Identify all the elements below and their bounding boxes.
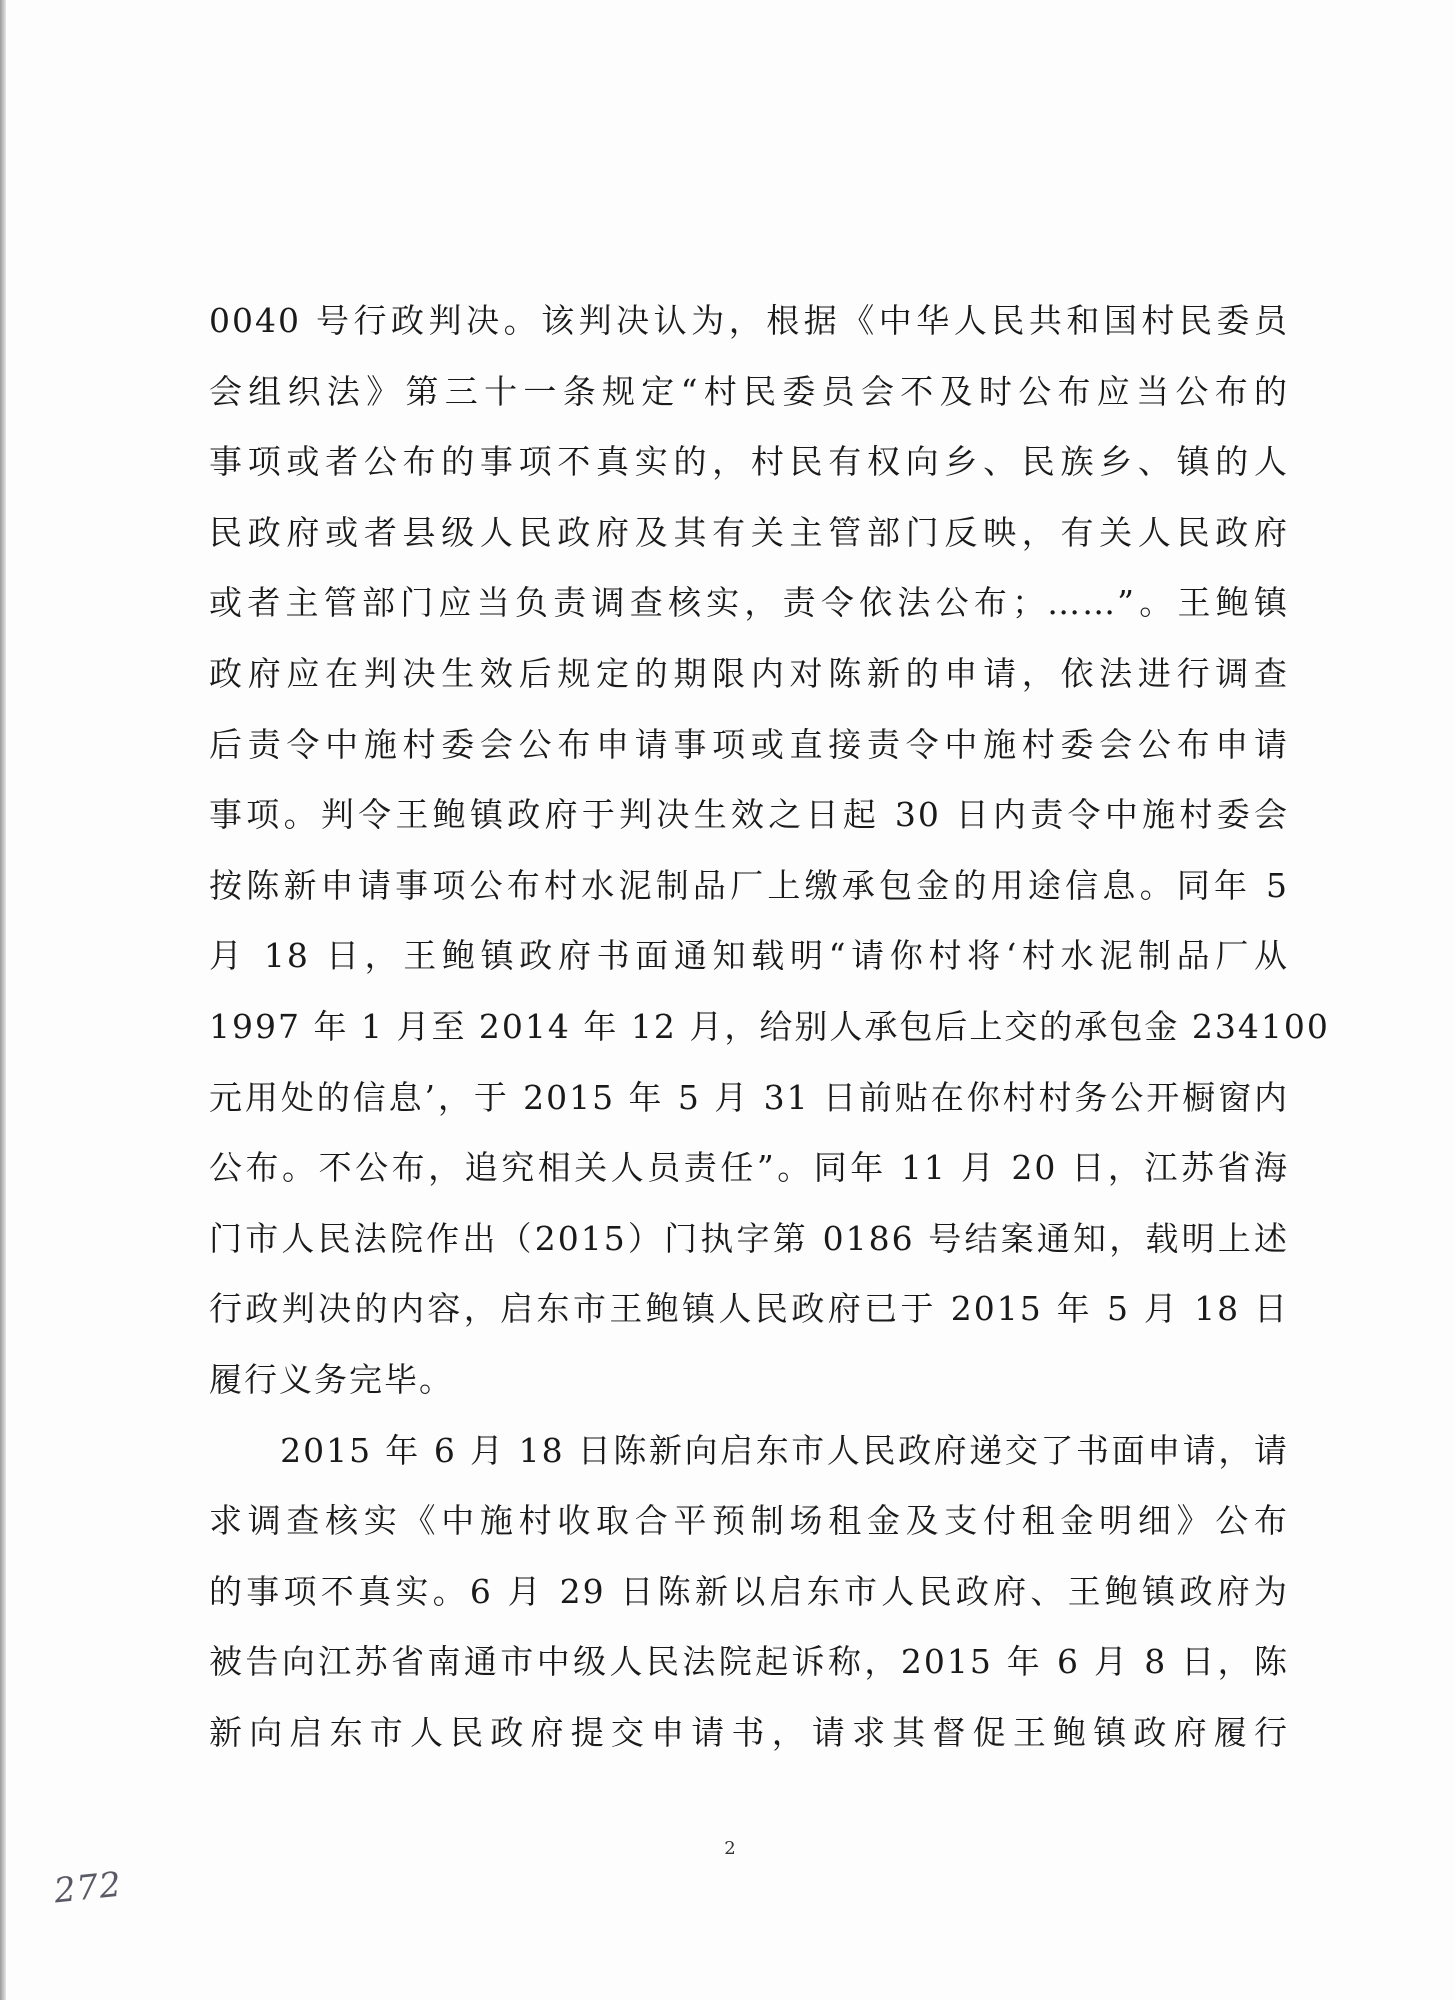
paragraph-1	[209, 286, 1330, 1416]
text-line: 1997 年 1 月至 2014 年 12 月，给别人承包后上交的承包金 234100	[209, 1006, 1330, 1046]
text-line: 2015 年 6 月 18 日陈新向启东市人民政府递交了书面申请，请	[209, 1430, 1289, 1470]
text-line: 事项。判令王鲍镇政府于判决生效之日起 30 日内责令中施村委会	[209, 795, 1289, 835]
text-line: 门市人民法院作出（2015）门执字第 0186 号结案通知，载明上述	[209, 1218, 1289, 1258]
text-line: 元用处的信息’，于 2015 年 5 月 31 日前贴在你村村务公开橱窗内	[209, 1077, 1289, 1117]
text-line: 民政府或者县级人民政府及其有关主管部门反映，有关人民政府	[209, 512, 1289, 552]
text-line: 0040 号行政判决。该判决认为，根据《中华人民共和国村民委员	[209, 301, 1289, 340]
text-line: 政府应在判决生效后规定的期限内对陈新的申请，依法进行调查	[209, 653, 1289, 693]
handwritten-folio-number: 272	[52, 1864, 124, 1912]
text-line: 或者主管部门应当负责调查核实，责令依法公布；……”。王鲍镇	[209, 583, 1289, 623]
scan-edge	[0, 0, 6, 2000]
body-text	[209, 286, 1330, 1768]
text-line: 事项或者公布的事项不真实的，村民有权向乡、民族乡、镇的人	[209, 442, 1289, 482]
text-line: 履行义务完毕。	[209, 1359, 454, 1399]
text-line: 新向启东市人民政府提交申请书，请求其督促王鲍镇政府履行	[209, 1712, 1289, 1752]
text-line: 后责令中施村委会公布申请事项或直接责令中施村委会公布申请	[209, 724, 1289, 764]
paragraph-2	[209, 1416, 1289, 1769]
text-line: 求调查核实《中施村收取合平预制场租金及支付租金明细》公布	[209, 1501, 1289, 1541]
text-line: 的事项不真实。6 月 29 日陈新以启东市人民政府、王鲍镇政府为	[209, 1571, 1289, 1611]
text-line: 按陈新申请事项公布村水泥制品厂上缴承包金的用途信息。同年 5	[209, 865, 1289, 905]
text-line: 行政判决的内容，启东市王鲍镇人民政府已于 2015 年 5 月 18 日	[209, 1289, 1289, 1329]
text-line: 被告向江苏省南通市中级人民法院起诉称，2015 年 6 月 8 日，陈	[209, 1642, 1289, 1682]
text-line: 会组织法》第三十一条规定“村民委员会不及时公布应当公布的	[209, 371, 1289, 411]
text-line: 月 18 日，王鲍镇政府书面通知载明“请你村将‘村水泥制品厂从	[209, 936, 1289, 976]
text-line: 公布。不公布，追究相关人员责任”。同年 11 月 20 日，江苏省海	[209, 1148, 1289, 1188]
page-number: 2	[724, 1838, 736, 1859]
